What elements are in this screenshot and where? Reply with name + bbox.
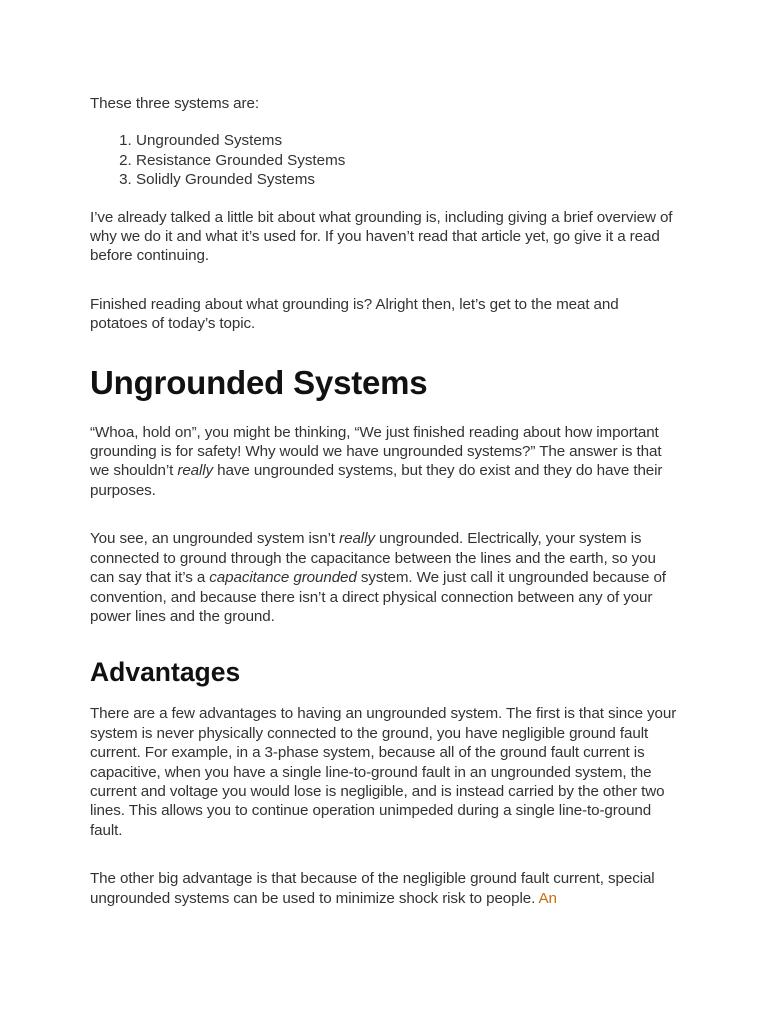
paragraph-text: “Whoa, hold on”, you might be thinking, “We just finished reading about how important grounding is for safety! Why would we have ungrounded systems?” The answer is that we shouldn’t xyxy=(90,423,662,480)
list-item: 2. Resistance Grounded Systems xyxy=(136,151,680,170)
paragraph-text: have ungrounded systems, but they do exist and they do have their purposes. xyxy=(90,462,663,499)
paragraph-text: ungrounded. Electrically, your system is connected to ground through the capacitance between the lines and the earth, so you can say that it’s a xyxy=(90,530,656,587)
paragraph: I’ve already talked a little bit about what grounding is, including giving a brief overview of why we do it and what it’s used for. If you haven’t read that article yet, go give it a read before continuing. xyxy=(90,208,673,265)
paragraph: Finished reading about what grounding is? Alright then, let’s get to the meat and potatoes of today’s topic. xyxy=(90,295,619,333)
systems-list xyxy=(90,131,680,189)
article xyxy=(90,94,680,937)
paragraph-text: system. We just call it ungrounded because of convention, and because there isn’t a direct physical connection between any of your power lines and the ground. xyxy=(90,569,666,625)
section-heading: Ungrounded Systems xyxy=(90,363,428,401)
emphasis-text: really xyxy=(339,530,375,548)
paragraph-text: The other big advantage is that because of the negligible ground fault current, special ungrounded systems can be used to minimize shock risk to people. xyxy=(90,870,655,907)
emphasis-text: really xyxy=(177,462,214,480)
paragraph: There are a few advantages to having an ungrounded system. The first is that since your system is never physically connected to the ground, you have negligible ground fault current. For example, in a 3-phase system, because all of the ground fault current is capacitive, when you have a single line-to-ground fault in an ungrounded system, the current and voltage you would lose is negligible, and is instead carried by the other two lines. This allows you to continue operation unimpeded during a single line-to-ground fault. xyxy=(90,705,677,839)
article-link[interactable]: An xyxy=(538,889,557,907)
subsection-heading: Advantages xyxy=(90,657,241,688)
paragraph-text: You see, an ungrounded system isn’t xyxy=(90,530,340,548)
paragraph xyxy=(90,869,680,908)
paragraph xyxy=(90,529,680,626)
list-item: 3. Solidly Grounded Systems xyxy=(136,170,680,189)
intro-text: These three systems are: xyxy=(90,95,259,112)
paragraph xyxy=(90,423,680,501)
list-item: 1. Ungrounded Systems xyxy=(136,131,680,150)
emphasis-text: capacitance grounded xyxy=(209,569,357,587)
